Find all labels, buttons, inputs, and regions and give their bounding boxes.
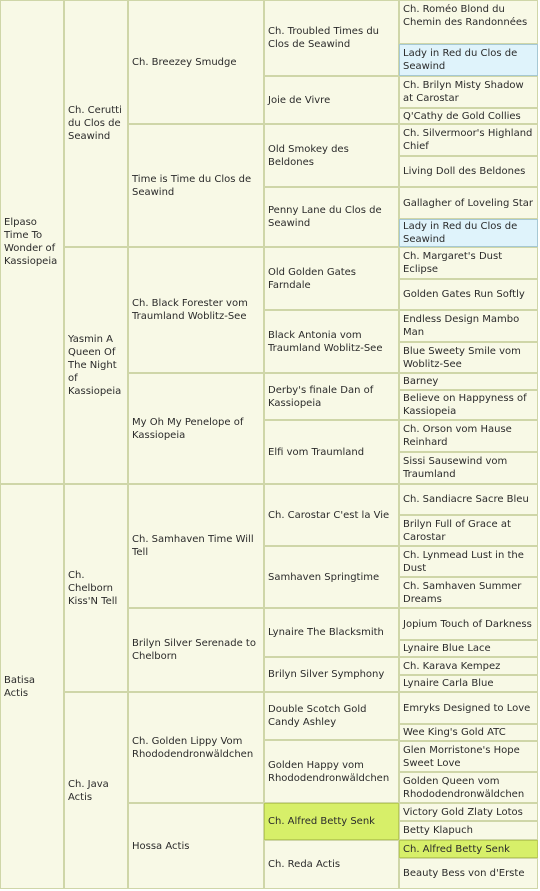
gen5-ancestor-29[interactable]: Victory Gold Zlaty Lotos bbox=[399, 803, 538, 821]
gen4-ancestor-12[interactable]: Brilyn Silver Symphony bbox=[264, 657, 399, 692]
gen2-ancestor-4[interactable]: Ch. Java Actis bbox=[64, 692, 128, 889]
gen3-ancestor-1[interactable]: Ch. Breezey Smudge bbox=[128, 0, 264, 124]
gen5-ancestor-24[interactable]: Lynaire Carla Blue bbox=[399, 675, 538, 692]
gen4-ancestor-14[interactable]: Golden Happy vom Rhododendronwäldchen bbox=[264, 740, 399, 803]
gen3-ancestor-4[interactable]: My Oh My Penelope of Kassiopeia bbox=[128, 373, 264, 484]
gen4-ancestor-9[interactable]: Ch. Carostar C'est la Vie bbox=[264, 484, 399, 546]
gen4-ancestor-15[interactable]: Ch. Alfred Betty Senk bbox=[264, 803, 399, 840]
gen5-ancestor-1[interactable]: Ch. Roméo Blond du Chemin des Randonnées bbox=[399, 0, 538, 44]
gen5-ancestor-15[interactable]: Ch. Orson vom Hause Reinhard bbox=[399, 420, 538, 452]
gen5-ancestor-28[interactable]: Golden Queen vom Rhododendronwäldchen bbox=[399, 772, 538, 803]
gen4-ancestor-8[interactable]: Elfi vom Traumland bbox=[264, 420, 399, 484]
gen4-ancestor-13[interactable]: Double Scotch Gold Candy Ashley bbox=[264, 692, 399, 740]
gen3-ancestor-5[interactable]: Ch. Samhaven Time Will Tell bbox=[128, 484, 264, 608]
gen3-ancestor-6[interactable]: Brilyn Silver Serenade to Chelborn bbox=[128, 608, 264, 692]
gen5-ancestor-7[interactable]: Gallagher of Loveling Star bbox=[399, 187, 538, 219]
gen3-ancestor-2[interactable]: Time is Time du Clos de Seawind bbox=[128, 124, 264, 247]
gen5-ancestor-4[interactable]: Q'Cathy de Gold Collies bbox=[399, 108, 538, 124]
gen5-ancestor-9[interactable]: Ch. Margaret's Dust Eclipse bbox=[399, 247, 538, 279]
gen5-ancestor-13[interactable]: Barney bbox=[399, 373, 538, 390]
gen5-ancestor-3[interactable]: Ch. Brilyn Misty Shadow at Carostar bbox=[399, 76, 538, 108]
gen5-ancestor-12[interactable]: Blue Sweety Smile vom Woblitz-See bbox=[399, 342, 538, 373]
gen5-ancestor-20[interactable]: Ch. Samhaven Summer Dreams bbox=[399, 577, 538, 608]
gen5-ancestor-11[interactable]: Endless Design Mambo Man bbox=[399, 310, 538, 342]
gen1-dam[interactable]: Batisa Actis bbox=[0, 484, 64, 889]
gen4-ancestor-5[interactable]: Old Golden Gates Farndale bbox=[264, 247, 399, 310]
gen5-ancestor-17[interactable]: Ch. Sandiacre Sacre Bleu bbox=[399, 484, 538, 515]
gen4-ancestor-4[interactable]: Penny Lane du Clos de Seawind bbox=[264, 187, 399, 247]
gen5-ancestor-25[interactable]: Emryks Designed to Love bbox=[399, 692, 538, 724]
gen4-ancestor-11[interactable]: Lynaire The Blacksmith bbox=[264, 608, 399, 657]
gen5-ancestor-8[interactable]: Lady in Red du Clos de Seawind bbox=[399, 219, 538, 247]
gen4-ancestor-16[interactable]: Ch. Reda Actis bbox=[264, 840, 399, 889]
gen5-ancestor-14[interactable]: Believe on Happyness of Kassiopeia bbox=[399, 390, 538, 420]
gen4-ancestor-3[interactable]: Old Smokey des Beldones bbox=[264, 124, 399, 187]
gen5-ancestor-10[interactable]: Golden Gates Run Softly bbox=[399, 279, 538, 310]
gen5-ancestor-2[interactable]: Lady in Red du Clos de Seawind bbox=[399, 44, 538, 76]
gen3-ancestor-8[interactable]: Hossa Actis bbox=[128, 803, 264, 889]
gen4-ancestor-7[interactable]: Derby's finale Dan of Kassiopeia bbox=[264, 373, 399, 420]
gen5-ancestor-32[interactable]: Beauty Bess von d'Erste bbox=[399, 858, 538, 889]
gen4-ancestor-2[interactable]: Joie de Vivre bbox=[264, 76, 399, 124]
gen3-ancestor-7[interactable]: Ch. Golden Lippy Vom Rhododendronwäldchen bbox=[128, 692, 264, 803]
gen3-ancestor-3[interactable]: Ch. Black Forester vom Traumland Woblitz-See bbox=[128, 247, 264, 373]
gen5-ancestor-30[interactable]: Betty Klapuch bbox=[399, 821, 538, 840]
gen5-ancestor-5[interactable]: Ch. Silvermoor's Highland Chief bbox=[399, 124, 538, 156]
gen5-ancestor-19[interactable]: Ch. Lynmead Lust in the Dust bbox=[399, 546, 538, 577]
gen5-ancestor-6[interactable]: Living Doll des Beldones bbox=[399, 156, 538, 187]
gen4-ancestor-6[interactable]: Black Antonia vom Traumland Woblitz-See bbox=[264, 310, 399, 373]
gen5-ancestor-23[interactable]: Ch. Karava Kempez bbox=[399, 657, 538, 675]
gen4-ancestor-10[interactable]: Samhaven Springtime bbox=[264, 546, 399, 608]
gen5-ancestor-31[interactable]: Ch. Alfred Betty Senk bbox=[399, 840, 538, 858]
gen5-ancestor-21[interactable]: Jopium Touch of Darkness bbox=[399, 608, 538, 640]
gen5-ancestor-22[interactable]: Lynaire Blue Lace bbox=[399, 640, 538, 657]
gen5-ancestor-26[interactable]: Wee King's Gold ATC bbox=[399, 724, 538, 741]
gen5-ancestor-18[interactable]: Brilyn Full of Grace at Carostar bbox=[399, 515, 538, 546]
gen2-ancestor-2[interactable]: Yasmin A Queen Of The Night of Kassiopeia bbox=[64, 247, 128, 484]
gen1-sire[interactable]: Elpaso Time To Wonder of Kassiopeia bbox=[0, 0, 64, 484]
gen5-ancestor-16[interactable]: Sissi Sausewind vom Traumland bbox=[399, 452, 538, 484]
gen5-ancestor-27[interactable]: Glen Morristone's Hope Sweet Love bbox=[399, 741, 538, 772]
gen2-ancestor-1[interactable]: Ch. Cerutti du Clos de Seawind bbox=[64, 0, 128, 247]
gen2-ancestor-3[interactable]: Ch. Chelborn Kiss'N Tell bbox=[64, 484, 128, 692]
gen4-ancestor-1[interactable]: Ch. Troubled Times du Clos de Seawind bbox=[264, 0, 399, 76]
